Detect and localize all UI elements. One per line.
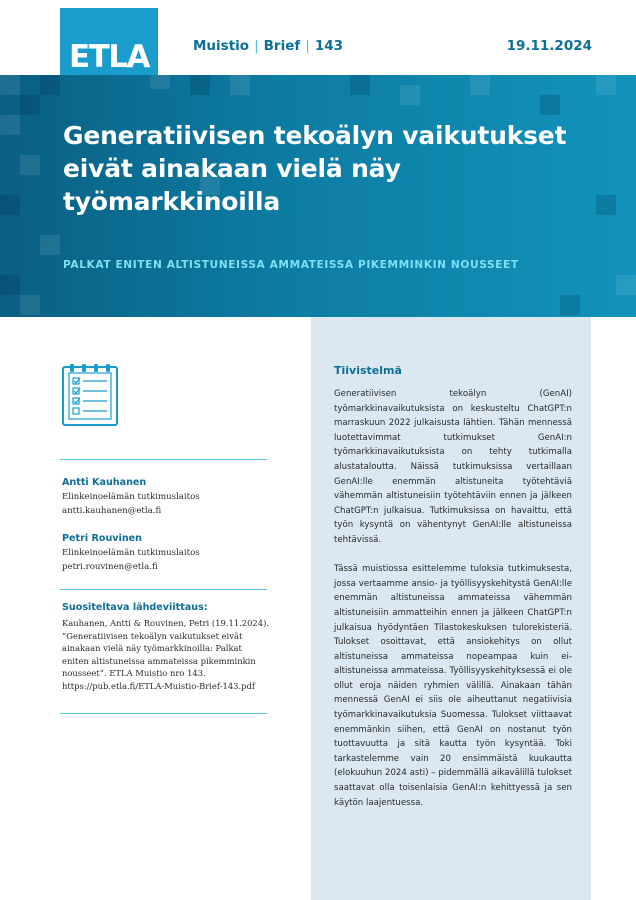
- clipboard-checklist-icon: [60, 362, 120, 428]
- author-org: Elinkeinoelämän tutkimuslaitos: [62, 492, 200, 502]
- decor-pixel: [596, 75, 616, 95]
- summary-panel: [311, 317, 591, 900]
- decor-pixel: [230, 75, 250, 95]
- divider: [60, 713, 267, 714]
- decor-pixel: [350, 75, 370, 95]
- decor-pixel: [40, 235, 60, 255]
- summary-body: [334, 387, 572, 825]
- author-name: Petri Rouvinen: [62, 533, 143, 544]
- series-name: Muistio: [193, 38, 250, 54]
- citation-line: ”Generatiivisen tekoälyn vaikutukset eivät: [62, 630, 243, 641]
- title-banner: [0, 75, 636, 317]
- author-name: Antti Kauhanen: [62, 477, 147, 488]
- divider: [60, 459, 267, 460]
- decor-pixel: [20, 155, 40, 175]
- decor-pixel: [470, 75, 490, 95]
- citation-line: Kauhanen, Antti & Rouvinen, Petri (19.11.2024).: [62, 618, 270, 628]
- citation-line: eniten altistuneissa ammateissa pikemminkin: [62, 655, 256, 666]
- citation-url[interactable]: https://pub.etla.fi/ETLA-Muistio-Brief-143.pdf: [62, 680, 255, 691]
- decor-pixel: [0, 275, 20, 295]
- author-email: antti.kauhanen@etla.fi: [62, 506, 162, 516]
- decor-pixel: [400, 85, 420, 105]
- decor-pixel: [0, 75, 20, 95]
- title-line: työmarkkinoilla: [63, 187, 281, 216]
- divider: [60, 589, 267, 590]
- publication-date: 19.11.2024: [506, 38, 592, 54]
- series-separator-2: |: [305, 38, 310, 54]
- decor-pixel: [0, 195, 20, 215]
- decor-pixel: [0, 115, 20, 135]
- decor-pixel: [190, 75, 210, 95]
- series-label: [193, 38, 343, 54]
- series-number: 143: [314, 38, 343, 54]
- citation-text: [62, 617, 270, 693]
- document-subtitle: PALKAT ENITEN ALTISTUNEISSA AMMATEISSA PIKEMMINKIN NOUSSEET: [63, 259, 519, 271]
- decor-pixel: [20, 295, 40, 315]
- summary-paragraph: Generatiivisen tekoälyn (GenAI) työmarkkinavaikutuksista on keskusteltu ChatGPT:n marraskuun 2022 julkaisusta lähtien. Tähän mennessä luotettavimmat tutkimukset GenAI:n työmarkkinavaikutuksista on tehty tutkimalla alustataloutta. Näissä tutkimuksissa vertaillaan GenAI:lle enemmän altistuneita työtehtäviä vähemmän altistuneisiin työtehtäviin ennen ja jälkeen ChatGPT:n julkaisua. Tutkimuksissa on havaittu, että työn kysyntä on vähentynyt GenAI:lle altistuneissa tehtävissä.: [334, 389, 572, 545]
- series-separator: |: [254, 38, 259, 54]
- logo-text: ETLA: [68, 39, 150, 75]
- decor-pixel: [616, 275, 636, 295]
- decor-pixel: [20, 95, 40, 115]
- summary-paragraph: Tässä muistiossa esittelemme tuloksia tutkimuksesta, jossa vertaamme ansio- ja työllisyyskehitystä GenAI:lle enemmän altistuneissa ammateissa vähemmän altistuneisiin ammatteihin ennen ja jälkeen ChatGPT:n julkaisua hyödyntäen Tilastokeskuksen tulorekisteriä. Tulokset osoittavat, että ansiokehitys on ollut altistuneissa ammateissa nopeampaa kuin ei-altistuneissa ammateissa. Työllisyyskehityksessä ei ole ollut eroja näiden ryhmien välillä. Ainakaan tähän mennessä GenAI ei siis ole aiheuttanut negatiivisia työmarkkinavaikutuksia Suomessa. Tulokset viittaavat enemmänkin siihen, että GenAI on nostanut työn tuottavuutta ja sitä kautta työn kysyntää. Toki tarkastelemme vain 20 ensimmäistä kuukautta (elokuuhun 2024 asti) – pidemmällä aikavälillä tulokset saattavat olla toisenlaisia GenAI:n kehittyessä ja sen käytön laajentuessa.: [334, 564, 572, 808]
- document-title: [63, 119, 603, 218]
- citation-heading: Suositeltava lähdeviittaus:: [62, 602, 208, 613]
- summary-heading: Tiivistelmä: [334, 364, 402, 377]
- decor-pixel: [150, 75, 170, 89]
- decor-pixel: [540, 95, 560, 115]
- author-org: Elinkeinoelämän tutkimuslaitos: [62, 548, 200, 558]
- citation-line: nousseet”. ETLA Muistio nro 143.: [62, 668, 206, 679]
- citation-line: ainakaan vielä näy työmarkkinoilla: Palkat: [62, 643, 242, 654]
- author-email: petri.rouvinen@etla.fi: [62, 562, 158, 572]
- title-line: eivät ainakaan vielä näy: [63, 154, 401, 183]
- title-line: Generatiivisen tekoälyn vaikutukset: [63, 121, 567, 150]
- series-name-en: Brief: [263, 38, 301, 54]
- decor-pixel: [40, 75, 60, 95]
- decor-pixel: [560, 295, 580, 315]
